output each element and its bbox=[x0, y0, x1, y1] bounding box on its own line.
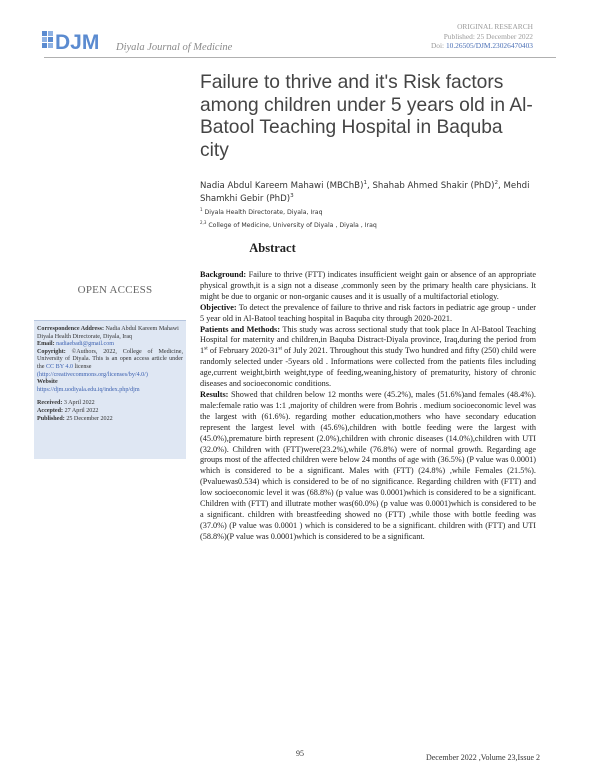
corr-label: Correspondence Address: bbox=[37, 326, 104, 332]
abstract-methods bbox=[200, 325, 536, 390]
methods-label: Patients and Methods: bbox=[200, 324, 281, 334]
issue-info: December 2022 ,Volume 23,Issue 2 bbox=[425, 753, 540, 762]
email-line bbox=[37, 341, 183, 349]
abstract-results bbox=[200, 390, 536, 543]
objective-text: To detect the prevalence of failure to thrive and risk factors in pediatric age group - under 5 year old in Al-Batool teaching hospital in Baquba city through 2020-2021. bbox=[200, 302, 536, 323]
accepted-date: 27 April 2022 bbox=[64, 407, 99, 414]
copyright-line bbox=[37, 349, 183, 372]
copyright-label: Copyright: bbox=[37, 348, 66, 355]
abstract-heading: Abstract bbox=[249, 241, 296, 255]
article-title: Failure to thrive and it's Risk factors among children under 5 years old in Al-Batool Teaching Hospital in Baquba city bbox=[200, 72, 533, 161]
author-sep: , bbox=[498, 181, 504, 191]
published-line bbox=[431, 32, 533, 42]
journal-name: Diyala Journal of Medicine bbox=[116, 42, 233, 53]
email-link[interactable]: nadiaebadi@gmail.com bbox=[56, 341, 115, 348]
author-name: Mehdi Shamkhi Gebir bbox=[200, 181, 530, 204]
article-type: ORIGINAL RESEARCH bbox=[457, 22, 533, 31]
website-label: Website bbox=[37, 379, 58, 386]
corr-affiliation: Diyala Health Directorate, Diyala, Iraq bbox=[37, 333, 133, 340]
background-text: Failure to thrive (FTT) indicates insufficient weight gain or absence of an appropriate physical growth,it is a sign not a disease ,commonly seen by the primary health care physicians. It might be due to organic or non-organic causes and it is usually of a multifactorial etiology. bbox=[200, 270, 537, 301]
logo-text: DJM bbox=[55, 31, 100, 54]
website-line bbox=[37, 379, 183, 387]
doi-link[interactable]: 10.26505/DJM.23026470403 bbox=[445, 41, 533, 50]
affiliation-text: College of Medicine, University of Diyala , Diyala , Iraq bbox=[208, 222, 377, 229]
license-word: license bbox=[74, 363, 92, 370]
affiliation-sup: 2,3 bbox=[200, 219, 207, 225]
published-date: 25 December 2022 bbox=[66, 415, 113, 422]
author-sup: 2 bbox=[494, 180, 499, 187]
affiliation bbox=[200, 206, 540, 216]
results-text: Showed that children below 12 months were (45.2%), males (51.6%)and females (48.4%). male:female ratio was 1:1 ,majority of children were from Bohris . medium socioeconomic level was the largest with (61.6%). regarding mother education,mothers who have secondary education represent the largest level with (45.6%),children with bottle feeding were the largest with (45.0%),premature birth represent (2.0%),children with chronic diseases (14.0%),children with UTI (32.0%). Children with (FTT)were(23.2%),while (76.8%) were of normal growth. Regarding age groups most of the affected children were below 24 months of age with (36.5%) (P value was 0.0001) which is considered to be a significant. Males with (FTT) (24.8%) ,while Females (21.5%). (Pvaluewas0.534) which is considered to be of no significance. Regarding children with (FTT) and low socioeconomic level it was (68.8%) (p value was 0.0001)which is considered to be a significant. Children with (FTT) and illutrate mother was(60.0%) (p value was 0.0001)which is considered to be a significant. children with breastfeeding showed no (FTT) ,while those with bottle feeding was (37.0%) (P value was 0.0001 ) which is considered to be a significant. children with (FTT) and UTI (58.8%)(P value was 0.0001)which is considered to be a significant. bbox=[200, 389, 536, 541]
methods-sup: st bbox=[204, 345, 208, 352]
page-number: 95 bbox=[296, 749, 304, 758]
author-sup: 1 bbox=[363, 180, 367, 187]
header-divider bbox=[44, 57, 556, 58]
accepted-line bbox=[37, 408, 183, 416]
published-date: 25 December 2022 bbox=[476, 31, 533, 41]
methods-text: This study was across sectional study that took place In Al-Batool Teaching Hospital for maternity and children,in Baquba Distract-Diyala province, Iraq,during the period from 1 bbox=[200, 324, 537, 356]
objective-label: Objective: bbox=[200, 302, 237, 312]
received-label: Received: bbox=[37, 400, 63, 407]
author-degree: (PhD) bbox=[470, 181, 495, 191]
affiliation bbox=[200, 219, 540, 229]
author-degree: (PhD) bbox=[266, 194, 291, 204]
email-label: Email: bbox=[37, 341, 55, 348]
results-label: Results: bbox=[200, 389, 229, 399]
published-label: Published: bbox=[443, 31, 475, 41]
doi-label: Doi: bbox=[430, 41, 445, 50]
abstract-background bbox=[200, 270, 536, 303]
website-url[interactable]: https://djm.uodiyala.edu.iq/index.php/djm bbox=[37, 386, 140, 393]
open-access-label: OPEN ACCESS bbox=[77, 284, 153, 296]
article-dates bbox=[37, 400, 183, 423]
correspondence bbox=[37, 326, 183, 334]
author-sup: 3 bbox=[290, 193, 294, 200]
received-line bbox=[37, 400, 183, 408]
license-url[interactable]: (http://creativecommons.org/licenses/by/4.0/) bbox=[37, 371, 148, 378]
author-sep: , bbox=[367, 181, 373, 191]
accepted-label: Accepted: bbox=[37, 407, 64, 414]
djm-logo-mark bbox=[40, 28, 120, 54]
methods-text: of February 2020-31 bbox=[207, 346, 279, 356]
affiliation-sup: 1 bbox=[200, 206, 203, 212]
article-info-box bbox=[34, 320, 186, 459]
abstract-body bbox=[200, 270, 536, 543]
published-label: Published: bbox=[37, 415, 65, 422]
copyright-text: ©Authors, 2022, College of Medicine, University of Diyala. This is an open access article under the bbox=[37, 348, 183, 370]
methods-sup: st bbox=[278, 345, 282, 352]
abstract-objective bbox=[200, 303, 536, 325]
journal-logo bbox=[40, 28, 120, 54]
article-meta bbox=[431, 22, 533, 51]
doi-line bbox=[431, 41, 533, 51]
author-list bbox=[200, 180, 540, 206]
affiliation-text: Diyala Health Directorate, Diyala, Iraq bbox=[204, 209, 323, 216]
published-line bbox=[37, 416, 183, 424]
corr-name: Nadia Abdul Kareem Mahawi bbox=[105, 326, 179, 332]
license-link[interactable]: CC BY 4.0 bbox=[45, 363, 74, 370]
author-name: Nadia Abdul Kareem Mahawi bbox=[200, 181, 324, 191]
received-date: 3 April 2022 bbox=[63, 400, 95, 407]
methods-text: of July 2021. Throughout this study Two hundred and fifty (250) child were randomly selected under -5years old . Informations were collected from the patients files including age,current weight,birth weight,type of feeding,weaning,history of prematurity, history of chronic diseases and socioeconomic conditions. bbox=[200, 346, 536, 389]
author-name: Shahab Ahmed Shakir bbox=[372, 181, 468, 191]
author-degree: (MBChB) bbox=[326, 181, 364, 191]
background-label: Background: bbox=[200, 270, 247, 279]
